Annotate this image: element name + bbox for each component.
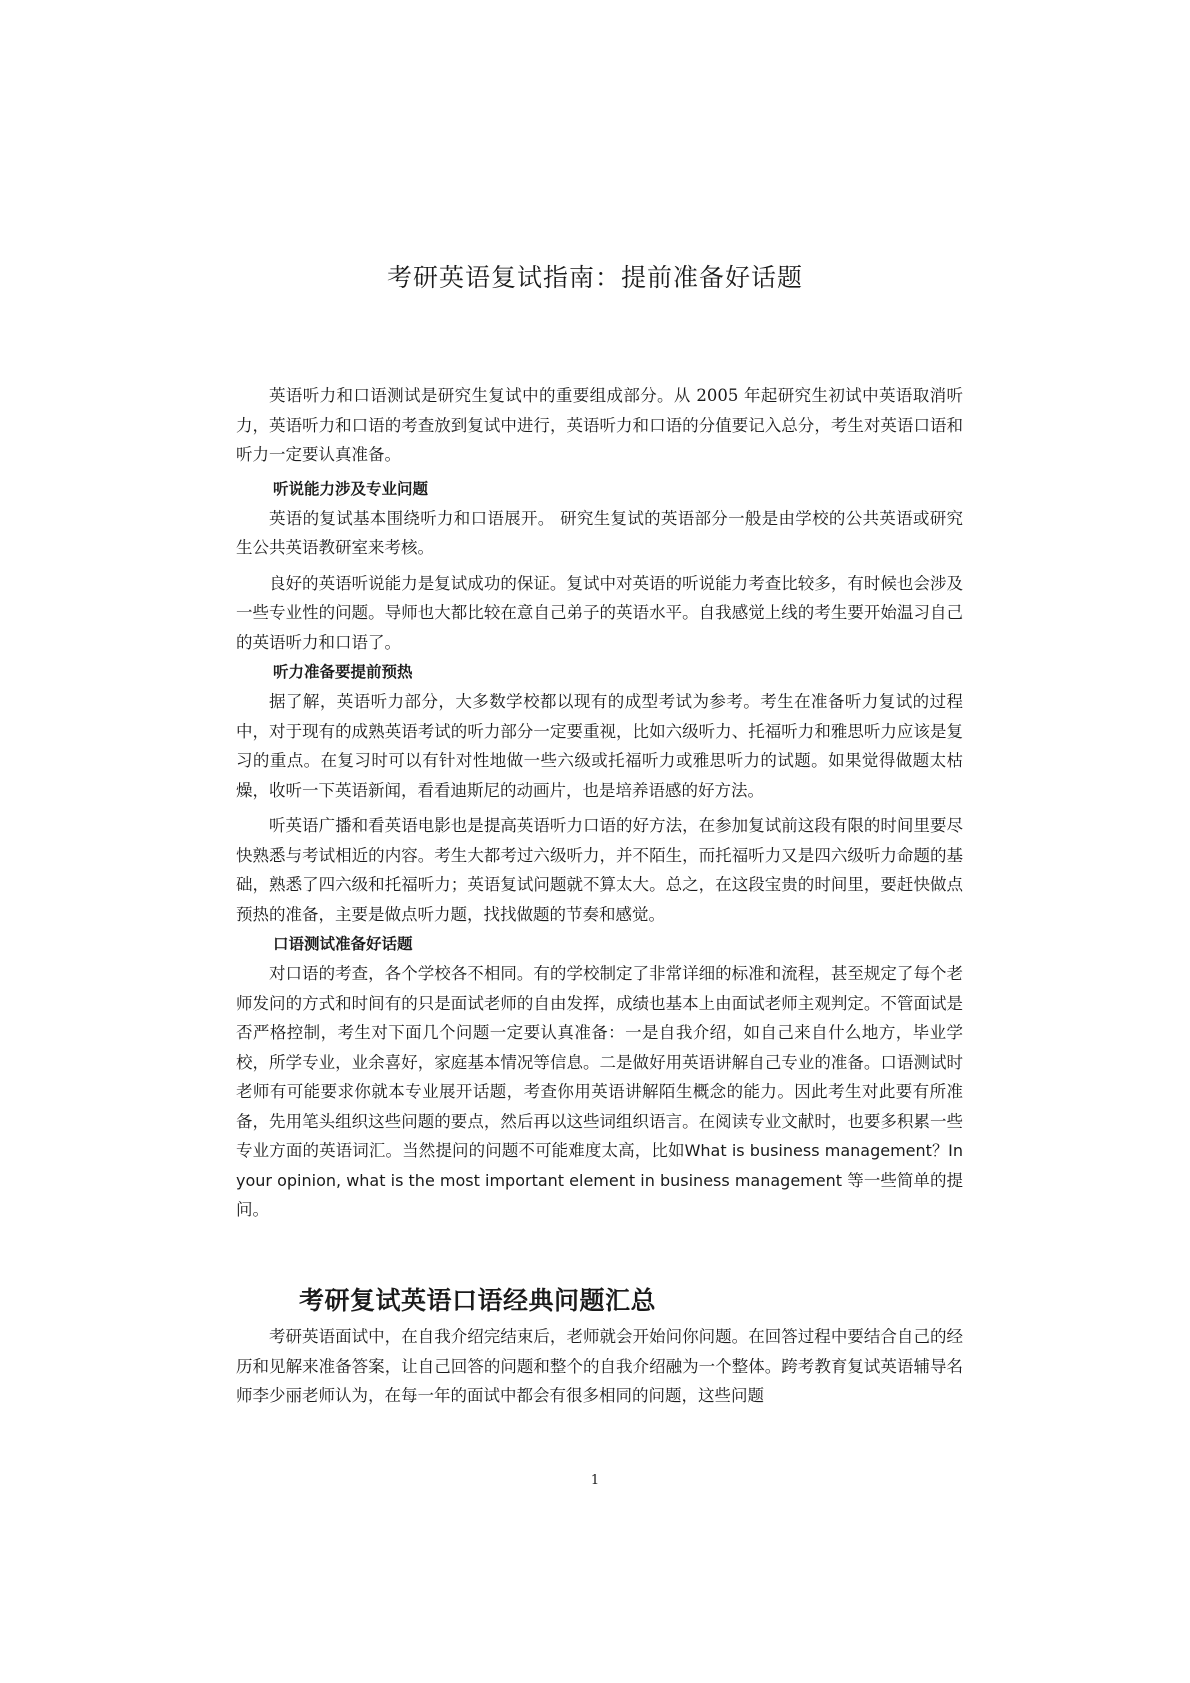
paragraph: 英语的复试基本围绕听力和口语展开。 研究生复试的英语部分一般是由学校的公共英语或研究生公共英语教研室来考核。 — [236, 508, 963, 557]
section-heading-speaking-topics: 口语测试准备好话题 — [273, 934, 413, 953]
paragraph-closing-text: 等一些简单的提问。 — [236, 1170, 963, 1219]
paragraph-text: 对口语的考查，各个学校各不相同。有的学校制定了非常详细的标准和流程，甚至规定了每个老师发问的方式和时间有的只是面试老师的自由发挥，成绩也基本上由面试老师主观判定。不管面试是否严格控制，考生对下面几个问题一定要认真准备：一是自我介绍，如自己来自什么地方，毕业学校，所学专业，业余喜好，家庭基本情况等信息。二是做好用英语讲解自己专业的准备。口语测试时老师有可能要求你就本专业展开话题，考查你用英语讲解陌生概念的能力。因此考生对此要有所准备，先用笔头组织这些问题的要点，然后再以这些词组织语言。在阅读专业文献时，也要多积累一些专业方面的英语词汇。当然提问的问题不可能难度太高，比如 — [236, 964, 963, 1160]
paragraph: 据了解，英语听力部分，大多数学校都以现有的成型考试为参考。考生在准备听力复试的过程中，对于现有的成熟英语考试的听力部分一定要重视，比如六级听力、托福听力和雅思听力应该是复习的重点。在复习时可以有针对性地做一些六级或托福听力或雅思听力的试题。如果觉得做题太枯燥，收听一下英语新闻，看看迪斯尼的动画片，也是培养语感的好方法。 — [236, 692, 963, 800]
article-body — [236, 381, 963, 1231]
intro-paragraph: 英语听力和口语测试是研究生复试中的重要组成部分。从 2005 年起研究生初试中英语取消听力，英语听力和口语的考查放到复试中进行，英语听力和口语的分值要记入总分，考生对英语口语和听力一定要认真准备。 — [236, 386, 963, 464]
paragraph: 良好的英语听说能力是复试成功的保证。复试中对英语的听说能力考查比较多，有时候也会涉及一些专业性的问题。导师也大都比较在意自己弟子的英语水平。自我感觉上线的考生要开始温习自己的英语听力和口语了。 — [236, 573, 963, 652]
document-title: 考研英语复试指南：提前准备好话题 — [386, 263, 803, 292]
paragraph — [236, 959, 963, 1225]
page-number: 1 — [590, 1473, 600, 1488]
section-body — [236, 1322, 963, 1417]
paragraph: 考研英语面试中，在自我介绍完结束后，老师就会开始问你问题。在回答过程中要结合自己的经历和见解来准备答案，让自己回答的问题和整个的自我介绍融为一个整体。跨考教育复试英语辅导名师李少丽老师认为，在每一年的面试中都会有很多相同的问题，这些问题 — [236, 1327, 963, 1405]
section-heading-listening-prep: 听力准备要提前预热 — [273, 662, 413, 681]
english-question-text: What is business management？In your opinion, what is the most important element in business management — [236, 1141, 963, 1190]
section-heading-listening-speaking: 听说能力涉及专业问题 — [273, 478, 429, 498]
paragraph: 听英语广播和看英语电影也是提高英语听力口语的好方法，在参加复试前这段有限的时间里要尽快熟悉与考试相近的内容。考生大都考过六级听力，并不陌生，而托福听力又是四六级听力命题的基础，熟悉了四六级和托福听力；英语复试问题就不算太大。总之，在这段宝贵的时间里，要赶快做点预热的准备，主要是做点听力题，找找做题的节奏和感觉。 — [236, 816, 963, 924]
section-title: 考研复试英语口语经典问题汇总 — [299, 1286, 657, 1315]
